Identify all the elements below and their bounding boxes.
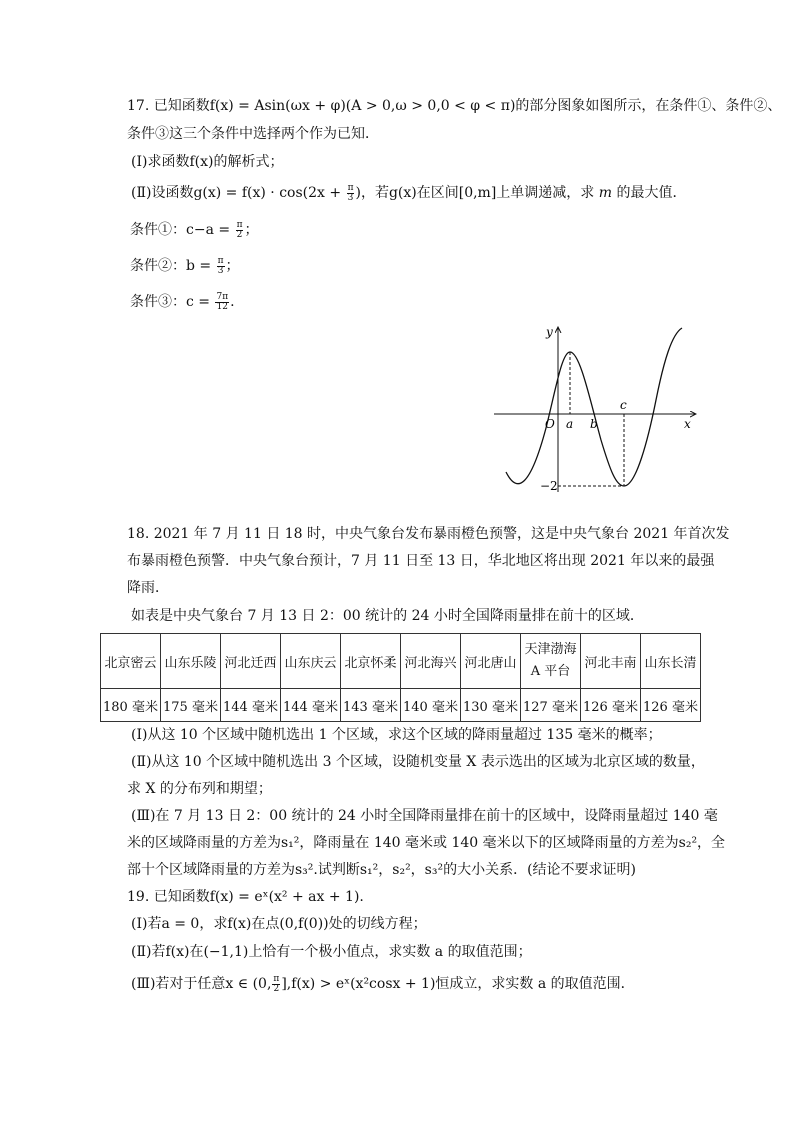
q17-part2-text-c: 的最大值． [612,185,687,201]
q19-part3 [131,974,635,994]
point-c-label: c [620,398,627,412]
fraction-denominator: 2 [236,229,243,240]
table-header-cell [521,634,581,689]
fraction-denominator: 2 [273,983,280,994]
condition-fraction [217,257,225,276]
q17-condition-3 [130,292,235,312]
condition-end: ； [225,258,240,274]
q19-part3-fraction [272,975,280,994]
condition-end: ； [244,222,259,238]
q18-stem-line3: 降雨． [127,580,169,596]
q18-part3-line2: 米的区域降雨量的方差为s₁²，降雨量在 140 毫米或 140 毫米以下的区域降雨量的方差为s₂²，全 [127,835,726,851]
table-value-cell: 175 毫米 [161,689,221,722]
q17-part2-text-a: (Ⅱ)设函数g(x) = f(x) · cos(2x + [131,185,346,201]
q17-part2-fraction [347,184,355,203]
q18-part3-line1: (Ⅲ)在 7 月 13 日 2：00 统计的 24 小时全国降雨量排在前十的区域中，设降雨量超过 140 毫 [131,808,718,824]
header-line2: A 平台 [530,664,571,679]
q17-stem-line1: 17. 已知函数f(x) = Asin(ωx + φ)(A > 0,ω > 0,0 < φ < π)的部分图象如图所示，在条件①、条件②、 [127,98,782,114]
q17-part2 [131,183,686,203]
minus-two-label: −2 [540,479,558,493]
origin-label: O [545,417,555,431]
q17-part2-text-b: )，若g(x)在区间[0,m]上单调递减，求 [355,185,599,201]
fraction-numerator: π [273,973,280,984]
condition-fraction [236,221,244,240]
q18-part3-line3: 部十个区域降雨量的方差为s₃².试判断s₁²，s₂²，s₃²的大小关系．(结论不要求证明) [127,862,637,878]
table-value-cell: 144 毫米 [221,689,281,722]
fraction-denominator: 12 [216,301,229,312]
table-value-cell: 130 毫米 [461,689,521,722]
fraction-denominator: 3 [347,192,354,203]
q18-part2-line1: (Ⅱ)从这 10 个区域中随机选出 3 个区域，设随机变量 X 表示选出的区域为北京区域的数量， [131,754,705,770]
q17-part2-var-m: m [598,185,613,201]
table-value-cell: 126 毫米 [581,689,641,722]
table-value-cell: 144 毫米 [281,689,341,722]
table-header-cell: 河北迁西 [221,634,281,689]
header-line1: 天津渤海 [524,642,577,657]
table-header-cell: 山东乐陵 [161,634,221,689]
condition-fraction [215,293,229,312]
q17-stem-line2: 条件③这三个条件中选择两个作为已知． [127,126,379,142]
table-value-cell: 143 毫米 [341,689,401,722]
q19-part2: (Ⅱ)若f(x)在(−1,1)上恰有一个极小值点，求实数 a 的取值范围； [131,944,532,960]
q18-stem-line2: 布暴雨橙色预警．中央气象台预计，7 月 11 日至 13 日，华北地区将出现 2021 年以来的最强 [127,553,715,569]
sine-curve [506,328,682,486]
table-header-cell: 河北丰南 [581,634,641,689]
y-axis-label: y [546,325,553,339]
point-b-label: b [590,417,598,431]
q18-stem-line1: 18. 2021 年 7 月 11 日 18 时，中央气象台发布暴雨橙色预警，这是中央气象台 2021 年首次发 [127,526,730,542]
q19-stem: 19. 已知函数f(x) = eˣ(x² + ax + 1). [127,889,364,905]
fraction-numerator: π [347,182,354,193]
table-value-cell: 126 毫米 [641,689,701,722]
q18-part2-line2: 求 X 的分布列和期望； [127,781,272,797]
fraction-numerator: 7π [216,291,229,302]
table-header-cell: 山东长清 [641,634,701,689]
q17-part1: (Ⅰ)求函数f(x)的解析式； [131,154,284,170]
q18-part1: (Ⅰ)从这 10 个区域中随机选出 1 个区域，求这个区域的降雨量超过 135 毫米的概率； [131,727,662,743]
rainfall-table [100,633,701,722]
table-value-cell: 140 毫米 [401,689,461,722]
x-axis-label: x [684,417,691,431]
condition-label: 条件①：c−a = [130,222,235,238]
table-value-row [101,689,701,722]
q17-function-graph [490,322,700,500]
q19-part3-text-b: ],f(x) > eˣ(x²cosx + 1)恒成立，求实数 a 的取值范围． [281,976,635,992]
fraction-numerator: π [217,255,224,266]
table-header-cell: 河北唐山 [461,634,521,689]
table-header-cell: 北京怀柔 [341,634,401,689]
fraction-numerator: π [236,219,243,230]
condition-end: . [230,294,235,310]
point-a-label: a [566,417,574,431]
q17-condition-2 [130,256,240,276]
fraction-denominator: 3 [217,265,224,276]
q17-condition-1 [130,220,258,240]
table-header-cell: 山东庆云 [281,634,341,689]
table-value-cell: 180 毫米 [101,689,161,722]
table-value-cell: 127 毫米 [521,689,581,722]
table-header-cell: 北京密云 [101,634,161,689]
table-header-cell: 河北海兴 [401,634,461,689]
q19-part3-text-a: (Ⅲ)若对于任意x ∈ (0, [131,976,272,992]
table-header-row [101,634,701,689]
condition-label: 条件②：b = [130,258,216,274]
condition-label: 条件③：c = [130,294,215,310]
q18-stem-line4: 如表是中央气象台 7 月 13 日 2：00 统计的 24 小时全国降雨量排在前十的区域． [131,608,644,624]
q19-part1: (Ⅰ)若a = 0，求f(x)在点(0,f(0))处的切线方程； [131,916,427,932]
